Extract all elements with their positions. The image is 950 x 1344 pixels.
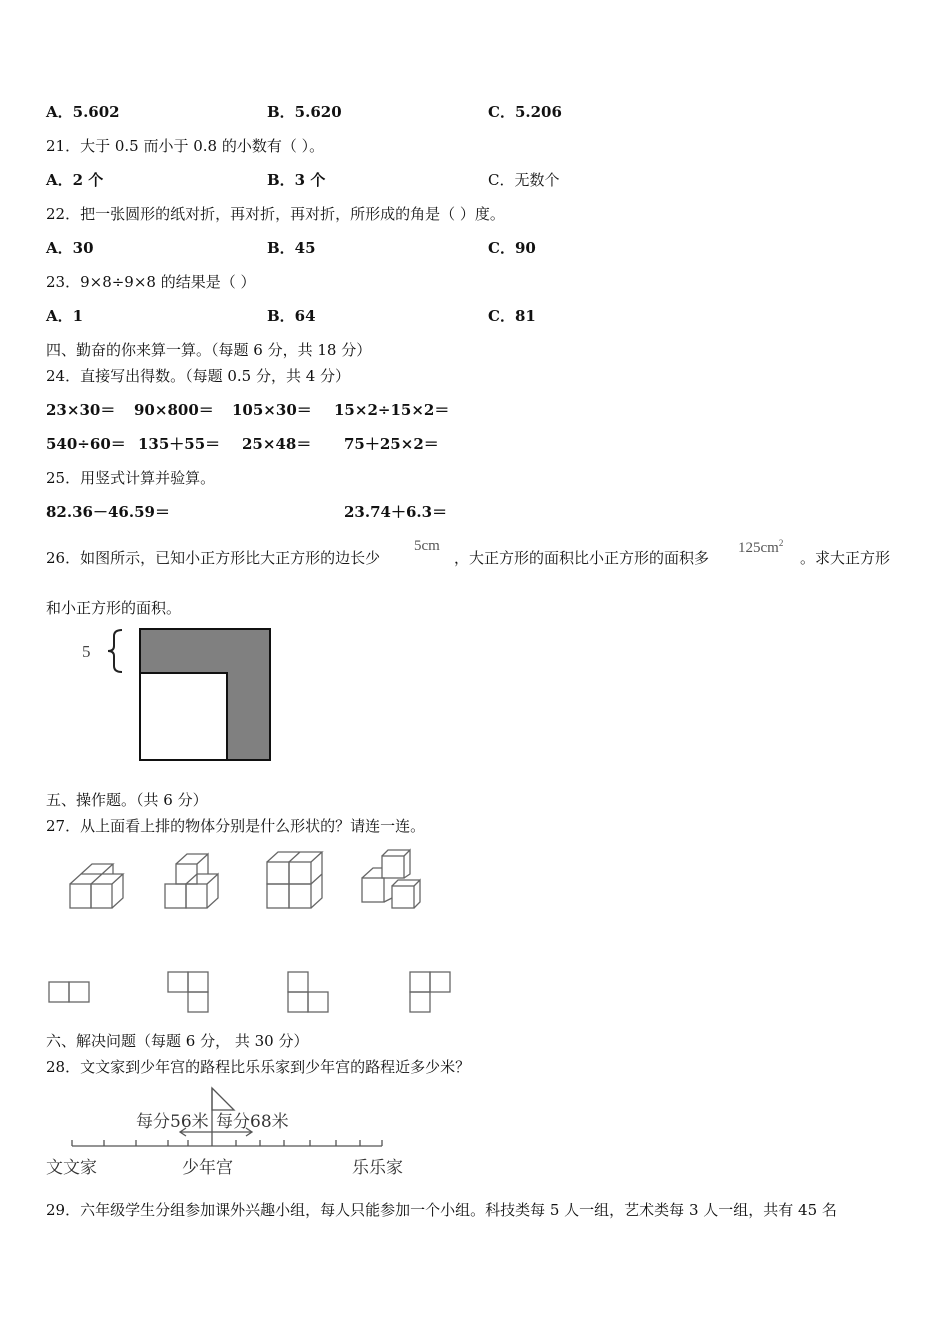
q22-stem: 22．把一张圆形的纸对折，再对折，再对折，所形成的角是（ ）度。: [46, 205, 505, 223]
q24-expr-6: 135＋55＝: [138, 435, 221, 453]
top-view-a: [49, 982, 89, 1002]
q25-expr-2: 23.74＋6.3＝: [344, 503, 448, 521]
q21-option-b: B．3 个: [267, 171, 326, 189]
q24-expr-2: 90×800＝: [134, 401, 214, 419]
q29-stem: 29．六年级学生分组参加课外兴趣小组，每人只能参加一个小组。科技类每 5 人一组，艺术类每 3 人一组，共有 45 名: [46, 1201, 837, 1219]
q21-option-a: A．2 个: [46, 171, 104, 189]
place-lele-home: 乐乐家: [352, 1158, 403, 1178]
q27-stem: 27．从上面看上排的物体分别是什么形状的？请连一连。: [46, 817, 426, 835]
q25-expr-1: 82.36－46.59＝: [46, 503, 170, 521]
route-diagram: [40, 1082, 420, 1180]
place-wenwen-home: 文文家: [46, 1158, 97, 1178]
q24-expr-1: 23×30＝: [46, 401, 116, 419]
section-4-heading: 四、勤奋的你来算一算。（每题 6 分，共 18 分）: [46, 341, 372, 359]
q26-stem-part3: 。求大正方形: [800, 549, 891, 567]
q21-option-c: C．无数个: [488, 171, 560, 189]
q20-option-a: A．5.602: [46, 103, 120, 121]
section-5-heading: 五、操作题。（共 6 分）: [46, 791, 208, 809]
q24-expr-5: 540÷60＝: [46, 435, 126, 453]
q24-stem: 24．直接写出得数。（每题 0.5 分，共 4 分）: [46, 367, 351, 385]
q22-option-b: B．45: [267, 239, 316, 257]
q23-option-b: B．64: [267, 307, 316, 325]
cube-object-2: [165, 854, 218, 908]
brace: [108, 630, 122, 672]
q24-expr-7: 25×48＝: [242, 435, 312, 453]
q28-stem: 28．文文家到少年宫的路程比乐乐家到少年宫的路程近多少米？: [46, 1058, 471, 1076]
q23-stem: 23．9×8÷9×8 的结果是（ ）: [46, 273, 256, 291]
q20-option-c: C．5.206: [488, 103, 562, 121]
section-6-heading: 六、解决问题（每题 6 分， 共 30 分）: [46, 1032, 309, 1050]
cube-object-3: [267, 852, 322, 908]
q24-expr-8: 75＋25×2＝: [344, 435, 439, 453]
top-view-d: [410, 972, 450, 1012]
speed-right: 每分68米: [216, 1112, 289, 1132]
top-view-b: [168, 972, 208, 1012]
q21-stem: 21．大于 0.5 而小于 0.8 的小数有（ ）。: [46, 137, 325, 155]
q26-stem-part2: ，大正方形的面积比小正方形的面积多: [454, 549, 710, 567]
cube-objects-row: [60, 848, 440, 914]
q24-expr-4: 15×2÷15×2＝: [334, 401, 450, 419]
q26-unit-5cm: 5cm: [414, 538, 440, 554]
cube-object-4: [362, 850, 420, 908]
q26-unit-125cm: $125cm^2$: [738, 538, 784, 556]
cube-object-1: [70, 864, 123, 908]
q25-stem: 25．用竖式计算并验算。: [46, 469, 216, 487]
top-view-shapes-row: [40, 966, 460, 1016]
q22-option-a: A．30: [46, 239, 94, 257]
q20-option-b: B．5.620: [267, 103, 342, 121]
q26-stem-line2: 和小正方形的面积。: [46, 599, 182, 617]
q23-option-c: C．81: [488, 307, 536, 325]
route-ticks: [72, 1140, 382, 1146]
place-youth-palace: 少年宫: [182, 1158, 233, 1178]
q24-expr-3: 105×30＝: [232, 401, 312, 419]
small-square: [140, 673, 227, 760]
speed-left: 每分56米: [136, 1112, 209, 1132]
q26-stem-part1: 26．如图所示，已知小正方形比大正方形的边长少: [46, 549, 381, 567]
q23-option-a: A．1: [46, 307, 84, 325]
figure-label-5: 5: [82, 642, 91, 661]
top-view-c: [288, 972, 328, 1012]
squares-figure: [78, 622, 278, 766]
q22-option-c: C．90: [488, 239, 536, 257]
